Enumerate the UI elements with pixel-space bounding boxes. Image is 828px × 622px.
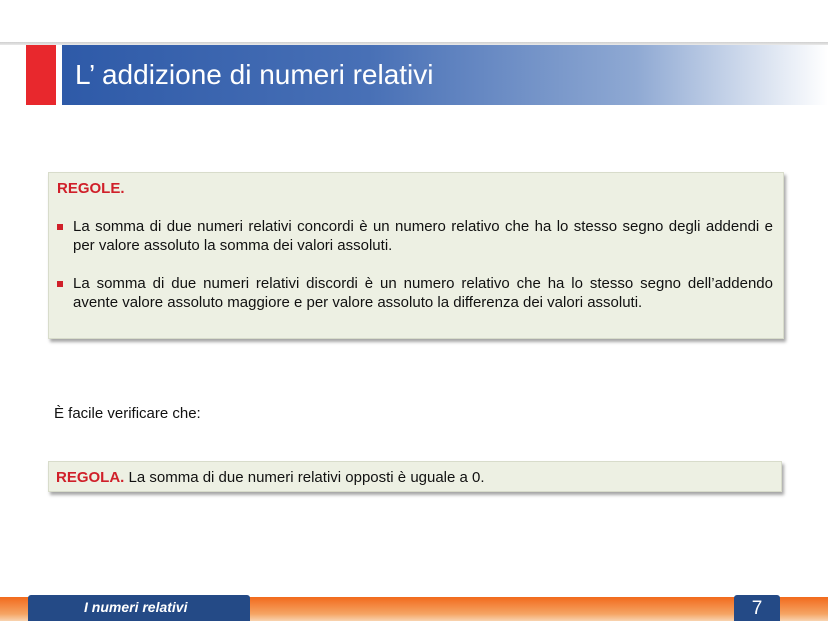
rule-text: La somma di due numeri relativi discordi è un numero relativo che ha lo stesso segno dell’addendo avente valore assoluto maggiore e per valore assoluto la differenza dei valori assoluti. bbox=[73, 275, 773, 311]
footer-section-label bbox=[28, 595, 250, 621]
footer-section-text: I numeri relativi bbox=[84, 599, 188, 615]
rules-heading: REGOLE. bbox=[57, 180, 125, 197]
page-title: L’ addizione di numeri relativi bbox=[75, 59, 434, 90]
rules-box bbox=[48, 172, 784, 339]
title-accent-block bbox=[26, 45, 56, 105]
intro-text: È facile verificare che: bbox=[54, 405, 201, 422]
rule-item bbox=[73, 274, 773, 312]
bullet-icon bbox=[57, 281, 63, 287]
rule-item bbox=[73, 217, 773, 255]
rule-opposites-text: La somma di due numeri relativi opposti è uguale a 0. bbox=[124, 469, 485, 486]
rule-opposites-box bbox=[48, 461, 782, 492]
rule-text: La somma di due numeri relativi concordi è un numero relativo che ha lo stesso segno degli addendi e per valore assoluto la somma dei valori assoluti. bbox=[73, 218, 773, 254]
title-bar bbox=[26, 45, 828, 105]
page-number: 7 bbox=[734, 595, 780, 621]
rule-opposites-label: REGOLA. bbox=[56, 469, 125, 486]
bullet-icon bbox=[57, 224, 63, 230]
rule-opposites bbox=[56, 468, 485, 487]
